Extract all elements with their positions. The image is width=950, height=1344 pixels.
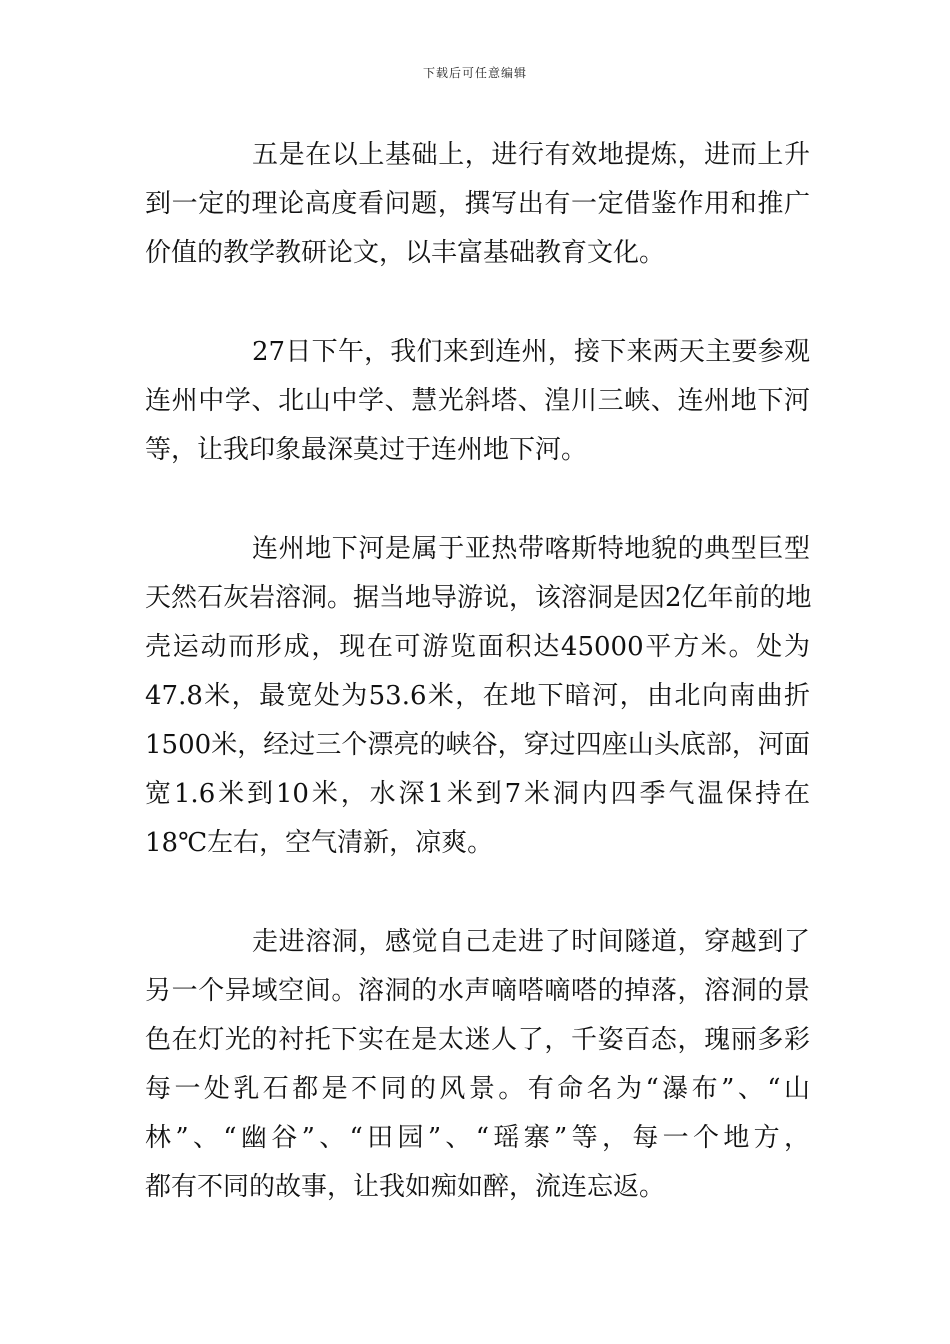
paragraph-line: 价值的教学教研论文，以丰富基础教育文化。	[145, 238, 666, 268]
paragraph-line: 另一个异域空间。溶洞的水声嘀嗒嘀嗒的掉落，溶洞的景	[145, 976, 810, 1006]
paragraph-line: 等，让我印象最深莫过于连州地下河。	[145, 435, 588, 465]
paragraph-line: 天然石灰岩溶洞。据当地导游说，该溶洞是因2亿年前的地	[145, 583, 812, 613]
paragraph-line: 林”、“幽谷”、“田园”、“瑶寨”等，每一个地方，	[145, 1123, 810, 1153]
document-body	[145, 131, 810, 1262]
page-header: 下载后可任意编辑	[422, 66, 527, 80]
paragraph-line: 连州地下河是属于亚热带喀斯特地貌的典型巨型	[252, 534, 810, 564]
paragraph-line: 47.8米，最宽处为53.6米，在地下暗河，由北向南曲折	[145, 681, 810, 711]
paragraph-line: 18℃左右，空气清新，凉爽。	[145, 828, 494, 858]
paragraph-line: 壳运动而形成，现在可游览面积达45000平方米。处为	[145, 632, 810, 662]
paragraph-line: 走进溶洞，感觉自己走进了时间隧道，穿越到了	[252, 927, 810, 957]
paragraph-line: 1500米，经过三个漂亮的峡谷，穿过四座山头底部，河面	[145, 730, 810, 760]
paragraph-line: 色在灯光的衬托下实在是太迷人了，千姿百态，瑰丽多彩	[145, 1025, 810, 1055]
paragraph-arrival	[145, 328, 810, 475]
paragraph-line: 宽1.6米到10米，水深1米到7米洞内四季气温保持在	[145, 779, 810, 809]
paragraph-line: 每一处乳石都是不同的风景。有命名为“瀑布”、“山	[145, 1074, 810, 1104]
paragraph-summary	[145, 131, 810, 278]
paragraph-underground-river	[145, 525, 810, 868]
paragraph-line: 27日下午，我们来到连州，接下来两天主要参观	[252, 337, 810, 367]
paragraph-line: 都有不同的故事，让我如痴如醉，流连忘返。	[145, 1172, 666, 1202]
paragraph-cave-visit	[145, 918, 810, 1212]
paragraph-line: 五是在以上基础上，进行有效地提炼，进而上升	[252, 140, 810, 170]
paragraph-line: 连州中学、北山中学、慧光斜塔、湟川三峡、连州地下河	[145, 386, 810, 416]
paragraph-line: 到一定的理论高度看问题，撰写出有一定借鉴作用和推广	[145, 189, 810, 219]
